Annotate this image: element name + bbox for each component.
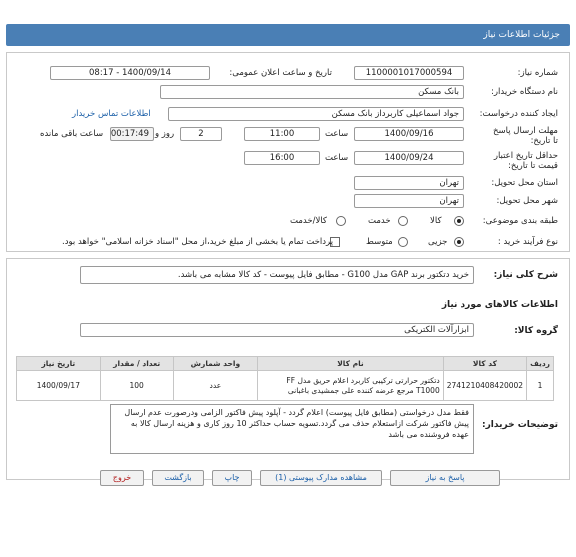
col-code-header: کد کالا xyxy=(443,357,526,371)
category-both-label: کالا/خدمت xyxy=(290,216,327,226)
cell-qty: 100 xyxy=(100,371,173,401)
deadline-time-label: ساعت xyxy=(325,129,349,139)
deadline-date-field: 1400/09/16 xyxy=(354,127,464,141)
page-title: جزئیات اطلاعات نیاز xyxy=(483,30,560,40)
exit-button[interactable]: خروج xyxy=(100,470,144,486)
col-date-header: تاریخ نیاز xyxy=(17,357,101,371)
cell-row: 1 xyxy=(527,371,554,401)
province-field: تهران xyxy=(354,176,464,190)
items-table xyxy=(16,356,554,401)
remaining-label: ساعت باقی مانده xyxy=(40,129,104,139)
summary-field: خرید دتکتور برند GAP مدل G100 - مطابق فایل پیوست - کد کالا مشابه می باشد. xyxy=(80,266,474,284)
city-field: تهران xyxy=(354,194,464,208)
buyer-org-label: نام دستگاه خریدار: xyxy=(491,87,558,97)
validity-label: حداقل تاریخ اعتبار قیمت تا تاریخ: xyxy=(493,151,558,171)
attachments-button[interactable]: مشاهده مدارک پیوستی (1) xyxy=(260,470,382,486)
treasury-payment-note: پرداخت تمام یا بخشی از مبلغ خرید،از محل "اسناد خزانه اسلامی" خواهد بود. xyxy=(62,237,334,247)
days-field: 2 xyxy=(180,127,222,141)
purchase-medium-radio[interactable] xyxy=(398,237,408,247)
remaining-time-field: 00:17:49 xyxy=(110,127,154,141)
validity-time-field: 16:00 xyxy=(244,151,320,165)
table-header-row xyxy=(17,357,554,371)
category-goods-radio[interactable] xyxy=(454,216,464,226)
deadline-label: مهلت ارسال پاسخ تا تاریخ: xyxy=(493,126,558,146)
announce-label: تاریخ و ساعت اعلان عمومی: xyxy=(229,68,332,78)
category-label: طبقه بندی موضوعی: xyxy=(482,216,558,226)
col-row-header: ردیف xyxy=(527,357,554,371)
group-label: گروه کالا: xyxy=(514,326,558,336)
category-both-radio[interactable] xyxy=(336,216,346,226)
reply-button[interactable]: پاسخ به نیاز xyxy=(390,470,500,486)
contact-info-link[interactable]: اطلاعات تماس خریدار xyxy=(72,109,151,119)
back-button[interactable]: بازگشت xyxy=(152,470,204,486)
purchase-medium-label: متوسط xyxy=(366,237,393,247)
col-name-header: نام کالا xyxy=(258,357,443,371)
need-number-label: شماره نیاز: xyxy=(517,68,558,78)
purchase-label: نوع فرآیند خرید : xyxy=(497,237,558,247)
cell-date: 1400/09/17 xyxy=(17,371,101,401)
province-label: استان محل تحویل: xyxy=(491,178,558,188)
summary-label: شرح کلی نیاز: xyxy=(493,270,558,280)
col-unit-header: واحد شمارش xyxy=(173,357,258,371)
validity-date-field: 1400/09/24 xyxy=(354,151,464,165)
buyer-org-field: بانک مسکن xyxy=(160,85,464,99)
buyer-notes-label: توضیحات خریدار: xyxy=(482,420,558,430)
cell-code: 2741210408420002 xyxy=(443,371,526,401)
category-service-label: خدمت xyxy=(368,216,391,226)
group-field: ابزارآلات الکتریکی xyxy=(80,323,474,337)
category-service-radio[interactable] xyxy=(398,216,408,226)
purchase-minor-radio[interactable] xyxy=(454,237,464,247)
page-header xyxy=(0,0,576,52)
cell-unit: عدد xyxy=(173,371,258,401)
deadline-time-field: 11:00 xyxy=(244,127,320,141)
announce-field: 1400/09/14 - 08:17 xyxy=(50,66,210,80)
header-bar xyxy=(6,24,570,46)
print-button[interactable]: چاپ xyxy=(212,470,252,486)
creator-label: ایجاد کننده درخواست: xyxy=(479,109,558,119)
buyer-notes-field: فقط مدل درخواستی (مطابق فایل پیوست) اعلام گردد - آپلود پیش فاکتور الزامی ودرصورت عدم ارسال پیش فاکتور شرکت ازاستعلام حذف می گردد.تسویه حساب حداکثر 10 روز کاری و هزینه ارسال کالا به عهده فروشنده می باشد xyxy=(110,404,474,454)
cell-name: دتکتور حرارتی ترکیبی کاربرد اعلام حریق مدل FF T1000 مرجع عرضه کننده علی جمشیدی باغبانی xyxy=(258,371,443,401)
table-row[interactable] xyxy=(17,371,554,401)
validity-time-label: ساعت xyxy=(325,153,349,163)
city-label: شهر محل تحویل: xyxy=(496,196,558,206)
creator-field: جواد اسماعیلی کاربرداز بانک مسکن xyxy=(168,107,464,121)
need-number-field: 1100001017000594 xyxy=(354,66,464,80)
category-goods-label: کالا xyxy=(430,216,442,226)
days-label: روز و xyxy=(155,129,175,139)
goods-info-title: اطلاعات کالاهای مورد نیاز xyxy=(441,300,558,310)
purchase-minor-label: جزیی xyxy=(428,237,448,247)
col-qty-header: تعداد / مقدار xyxy=(100,357,173,371)
